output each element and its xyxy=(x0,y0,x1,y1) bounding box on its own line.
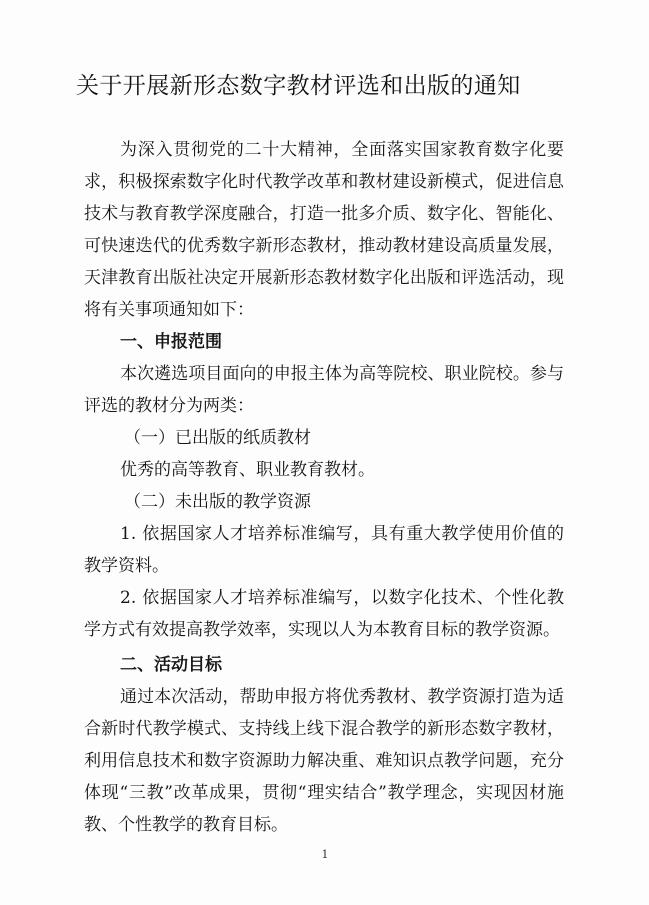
list-item-2: 2. 依据国家人才培养标准编写，以数字化技术、个性化教学方式有效提高教学效率，实现以人为本教育目标的教学资源。 xyxy=(84,588,564,640)
section-heading-scope: 一、申报范围 xyxy=(120,332,222,352)
intro-paragraph: 为深入贯彻党的二十大精神，全面落实国家教育数字化要求，积极探索数字化时代教学改革和教材建设新模式，促进信息技术与教育教学深度融合，打造一批多介质、数字化、智能化、可快速迭代的优秀数字新形态教材，推动教材建设高质量发展，天津教育出版社决定开展新形态教材数字化出版和评选活动，现将有关事项通知如下： xyxy=(84,140,564,320)
category-text-published: 优秀的高等教育、职业教育教材。 xyxy=(120,460,375,480)
category-heading-unpublished: （二）未出版的教学资源 xyxy=(124,492,311,512)
list-item-1: 1. 依据国家人才培养标准编写，具有重大教学使用价值的教学资料。 xyxy=(84,524,564,576)
document-body xyxy=(84,134,564,841)
section-heading-goal: 二、活动目标 xyxy=(120,655,222,675)
document-title: 关于开展新形态数字教材评选和出版的通知 xyxy=(76,73,521,99)
goal-paragraph: 通过本次活动，帮助申报方将优秀教材、教学资源打造为适合新时代教学模式、支持线上线下混合教学的新形态数字教材，利用信息技术和数字资源助力解决重、难知识点教学问题，充分体现“三教”改革成果，贯彻“理实结合”教学理念，实现因材施教、个性教学的教育目标。 xyxy=(84,687,564,835)
category-heading-published: （一）已出版的纸质教材 xyxy=(124,428,311,448)
page-number: 1 xyxy=(321,848,329,861)
scope-paragraph: 本次遴选项目面向的申报主体为高等院校、职业院校。参与评选的教材分为两类： xyxy=(84,364,564,416)
